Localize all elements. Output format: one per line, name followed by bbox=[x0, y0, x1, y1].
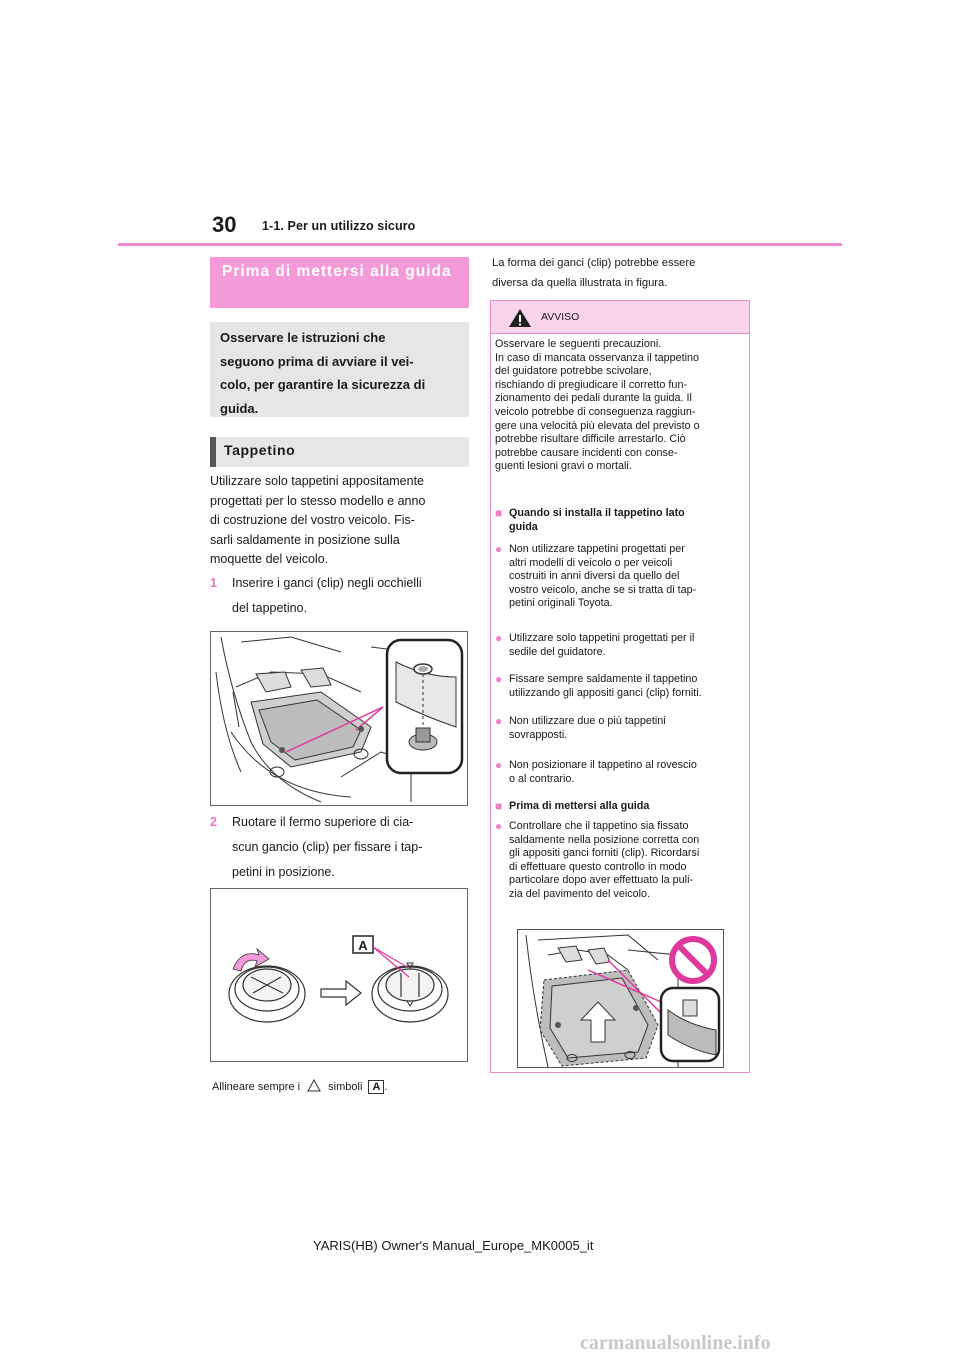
caption-text: Allineare sempre i bbox=[212, 1081, 301, 1093]
item-line: vostro veicolo, anche se si tratta di tap- bbox=[509, 583, 697, 596]
intro-box bbox=[210, 322, 469, 417]
step-line: scun gancio (clip) per fissare i tap- bbox=[232, 840, 423, 854]
step-number: 1 bbox=[210, 576, 217, 590]
warning-list-item bbox=[495, 673, 747, 701]
body-paragraph bbox=[210, 472, 472, 570]
paragraph-line: Utilizzare solo tappetini appositamente bbox=[210, 474, 425, 488]
warning-list-item bbox=[495, 632, 747, 660]
header-rule bbox=[118, 243, 842, 246]
figure-label-a: A bbox=[358, 938, 368, 953]
section-heading bbox=[210, 257, 469, 308]
caption-label-a: A bbox=[368, 1080, 384, 1094]
item-line: saldamente nella posizione corretta con bbox=[509, 833, 700, 846]
warning-list-item bbox=[495, 759, 747, 787]
item-line: Fissare sempre saldamente il tappetino bbox=[509, 673, 698, 685]
item-line: Non utilizzare tappetini progettati per bbox=[509, 543, 685, 555]
section-heading-text: Prima di mettersi alla guida bbox=[222, 263, 452, 280]
item-line: Utilizzare solo tappetini progettati per il bbox=[509, 632, 695, 644]
item-line: di effettuare questo controllo in modo bbox=[509, 860, 687, 873]
item-line: Quando si installa il tappetino lato bbox=[509, 507, 685, 519]
item-line: costruiti in anni diversi da quello del bbox=[509, 570, 680, 583]
item-line: altri modelli di veicolo o per veicoli bbox=[509, 556, 673, 569]
item-line: particolare dopo aver effettuato la puli- bbox=[509, 874, 694, 887]
circle-bullet-icon: ● bbox=[495, 819, 503, 833]
incorrect-mat-illustration bbox=[517, 929, 724, 1068]
item-line: guida bbox=[509, 520, 538, 533]
watermark: carmanualsonline.info bbox=[580, 1332, 771, 1354]
warning-line: Osservare le seguenti precauzioni. bbox=[495, 338, 662, 350]
circle-bullet-icon: ● bbox=[495, 542, 503, 556]
warning-list-item bbox=[495, 543, 747, 613]
circle-bullet-icon: ● bbox=[495, 714, 503, 728]
warning-line: In caso di mancata osservanza il tappetino bbox=[495, 351, 700, 364]
paragraph-line: sarli saldamente in posizione sulla bbox=[210, 532, 400, 547]
warning-line: gere una velocità più elevata del previsto o bbox=[495, 419, 700, 432]
caption-text: simboli bbox=[328, 1081, 363, 1093]
step-2 bbox=[210, 810, 472, 886]
warning-line: rischiando di pregiudicare il corretto fun- bbox=[495, 378, 688, 391]
item-line: Non utilizzare due o più tappetini bbox=[509, 715, 666, 727]
circle-bullet-icon: ● bbox=[495, 672, 503, 686]
item-line: utilizzando gli appositi ganci (clip) forniti. bbox=[509, 686, 702, 699]
prohibition-icon bbox=[672, 939, 714, 981]
warning-line: del guidatore potrebbe scivolare, bbox=[495, 365, 652, 378]
warning-intro bbox=[495, 338, 745, 474]
circle-bullet-icon: ● bbox=[495, 758, 503, 772]
footer-manual-id: YARIS(HB) Owner's Manual_Europe_MK0005_it bbox=[313, 1238, 594, 1253]
paragraph-line: progettati per lo stesso modello e anno bbox=[210, 493, 426, 508]
warning-line: veicolo potrebbe di conseguenza raggiun- bbox=[495, 405, 696, 418]
item-line: petini originali Toyota. bbox=[509, 597, 613, 610]
warning-line: zionamento dei pedali durante la guida. Il bbox=[495, 392, 692, 405]
clip-rotation-drawing bbox=[211, 889, 467, 1061]
warning-triangle-icon bbox=[508, 308, 532, 333]
item-line: zia del pavimento del veicolo. bbox=[509, 887, 651, 900]
item-line: Controllare che il tappetino sia fissato bbox=[509, 820, 689, 832]
warning-section-heading bbox=[495, 507, 747, 535]
page-number: 30 bbox=[212, 212, 237, 237]
item-line: sovrapposti. bbox=[509, 728, 568, 741]
intro-line: seguono prima di avviare il vei- bbox=[220, 353, 414, 369]
subheading-tappetino: Tappetino bbox=[210, 437, 469, 467]
paragraph-line: di costruzione del vostro veicolo. Fis- bbox=[210, 513, 415, 527]
intro-line: Osservare le istruzioni che bbox=[220, 330, 386, 345]
figure-caption bbox=[212, 1079, 387, 1095]
paragraph-line: moquette del veicolo. bbox=[210, 552, 329, 566]
step-number: 2 bbox=[210, 815, 217, 829]
step-line: Inserire i ganci (clip) negli occhielli bbox=[232, 576, 422, 590]
warning-line: potrebbe risultare difficile arrestarlo. Ciò bbox=[495, 433, 686, 446]
warning-list-item bbox=[495, 715, 747, 743]
item-line: gli appositi ganci forniti (clip). Ricordarsi bbox=[509, 847, 700, 860]
item-line: o al contrario. bbox=[509, 772, 575, 785]
intro-line: guida. bbox=[220, 400, 259, 416]
floor-mat-illustration bbox=[210, 631, 468, 806]
step-line: Ruotare il fermo superiore di cia- bbox=[232, 815, 414, 829]
warning-list-item bbox=[495, 820, 747, 904]
clip-rotation-illustration bbox=[210, 888, 468, 1062]
circle-bullet-icon: ● bbox=[495, 631, 503, 645]
step-line: del tappetino. bbox=[232, 601, 308, 615]
item-line: Non posizionare il tappetino al rovescio bbox=[509, 759, 697, 771]
caption-text: . bbox=[384, 1081, 388, 1093]
floor-mat-drawing bbox=[211, 632, 467, 805]
note-line: diversa da quella illustrata in figura. bbox=[492, 276, 668, 289]
warning-section-heading bbox=[495, 800, 747, 815]
square-bullet-icon: ■ bbox=[495, 799, 503, 813]
note-paragraph bbox=[492, 254, 750, 293]
step-line: petini in posizione. bbox=[232, 865, 335, 879]
triangle-symbol-icon bbox=[307, 1079, 321, 1095]
warning-line: guenti lesioni gravi o mortali. bbox=[495, 460, 632, 473]
warning-line: potrebbe causare incidenti con conse- bbox=[495, 446, 678, 459]
note-line: La forma dei ganci (clip) potrebbe essere bbox=[492, 257, 696, 269]
section-title: 1-1. Per un utilizzo sicuro bbox=[262, 219, 416, 233]
warning-title: AVVISO bbox=[541, 311, 580, 323]
step-1 bbox=[210, 571, 472, 621]
item-line: sedile del guidatore. bbox=[509, 645, 606, 658]
square-bullet-icon: ■ bbox=[495, 506, 503, 520]
intro-line: colo, per garantire la sicurezza di bbox=[220, 377, 426, 392]
incorrect-mat-drawing bbox=[518, 930, 723, 1067]
item-line: Prima di mettersi alla guida bbox=[509, 800, 650, 812]
